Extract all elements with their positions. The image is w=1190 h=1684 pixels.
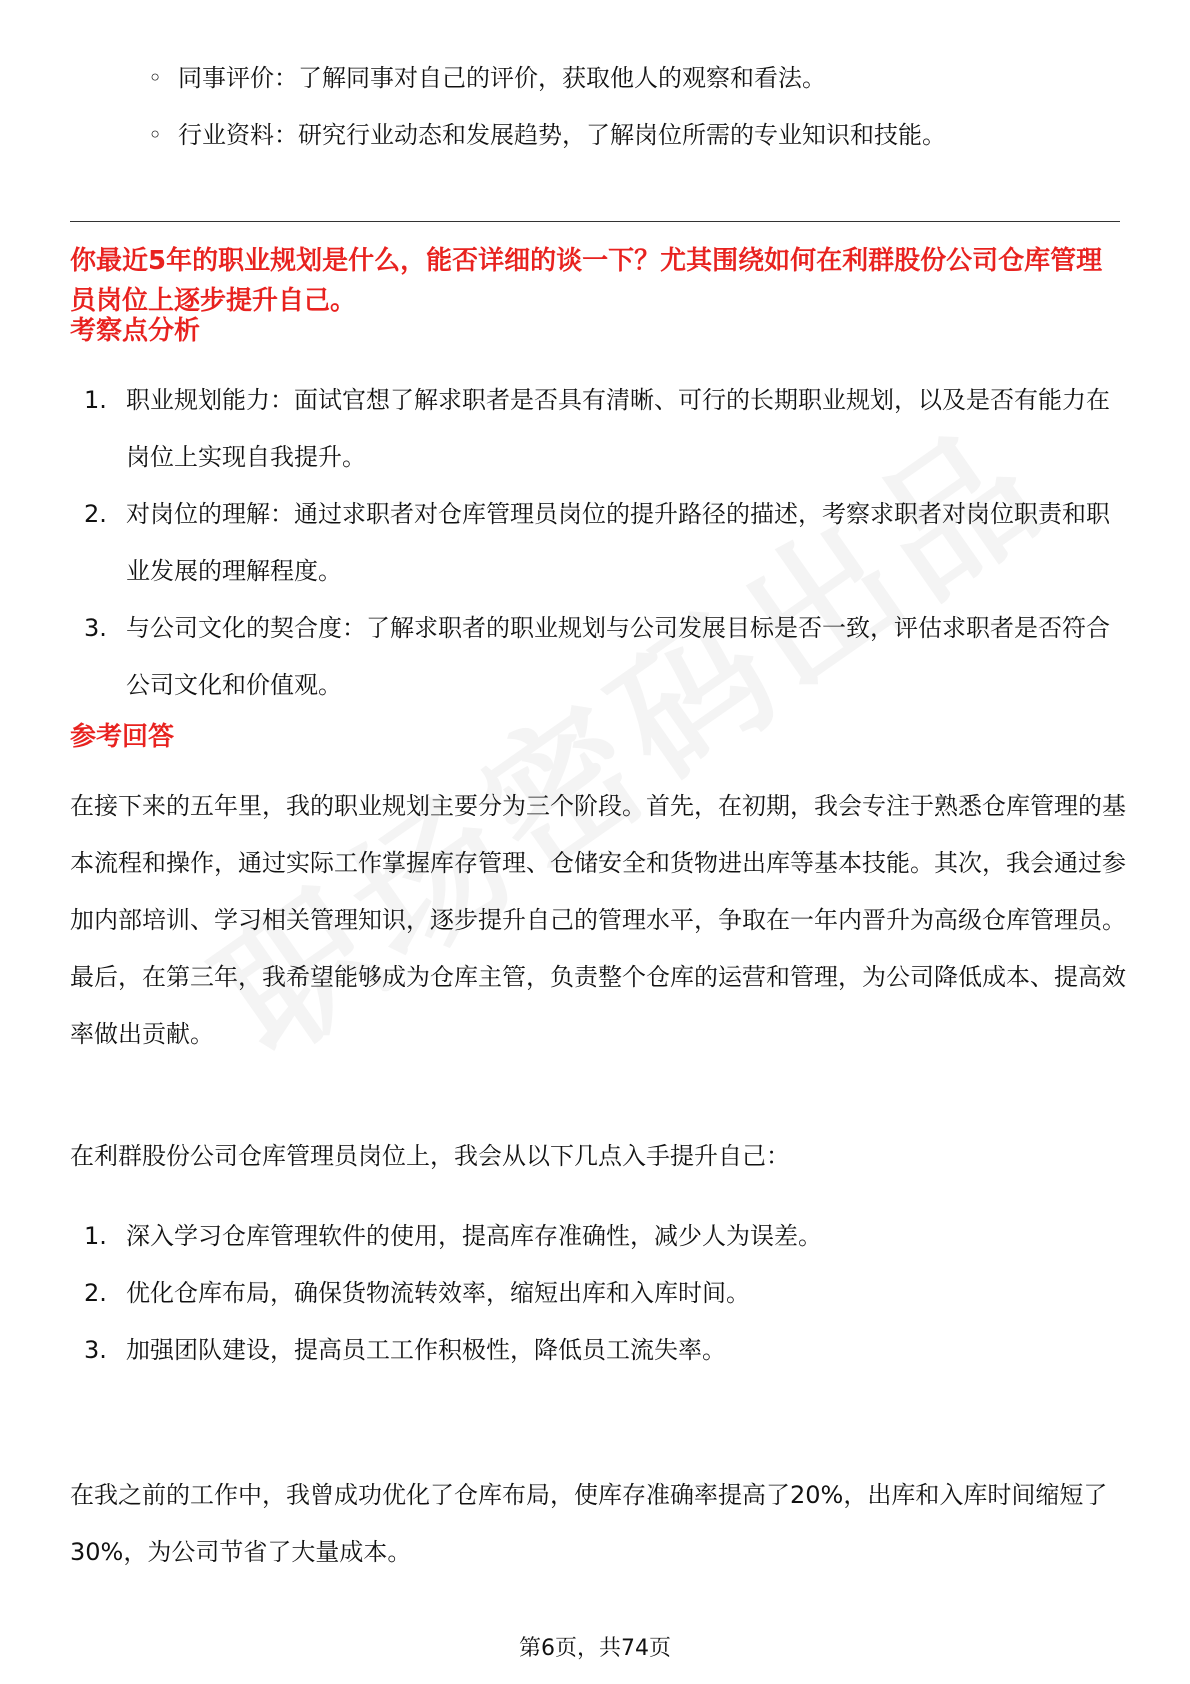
bullet-item: ◦ 同事评价：了解同事对自己的评价，获取他人的观察和看法。 [148, 58, 1128, 98]
item-number: 1. [84, 386, 107, 414]
answer-item [70, 1322, 1130, 1379]
answer-paragraph: 在接下来的五年里，我的职业规划主要分为三个阶段。首先，在初期，我会专注于熟悉仓库管理的基本流程和操作，通过实际工作掌握库存管理、仓储安全和货物进出库等基本技能。其次，我会通过参加内部培训、学习相关管理知识，逐步提升自己的管理水平，争取在一年内晋升为高级仓库管理员。最后，在第三年，我希望能够成为仓库主管，负责整个仓库的运营和管理，为公司降低成本、提高效率做出贡献。 [70, 792, 1126, 1048]
item-text: 职业规划能力：面试官想了解求职者是否具有清晰、可行的长期职业规划，以及是否有能力在岗位上实现自我提升。 [126, 386, 1110, 471]
analysis-item [70, 486, 1130, 600]
item-number: 2. [84, 500, 107, 528]
analysis-list [70, 372, 1130, 714]
item-text: 深入学习仓库管理软件的使用，提高库存准确性，减少人为误差。 [126, 1222, 822, 1250]
answer-paragraph: 在我之前的工作中，我曾成功优化了仓库布局，使库存准确率提高了20%，出库和入库时间缩短了30%，为公司节省了大量成本。 [70, 1481, 1108, 1566]
item-text: 加强团队建设，提高员工工作积极性，降低员工流失率。 [126, 1336, 726, 1364]
bullet-item: ◦ 行业资料：研究行业动态和发展趋势，了解岗位所需的专业知识和技能。 [148, 115, 1128, 155]
analysis-item [70, 372, 1130, 486]
item-text: 优化仓库布局，确保货物流转效率，缩短出库和入库时间。 [126, 1279, 750, 1307]
section-divider [70, 221, 1120, 222]
question-heading: 你最近5年的职业规划是什么，能否详细的谈一下？尤其围绕如何在利群股份公司仓库管理员岗位上逐步提升自己。 [70, 246, 1103, 316]
item-text: 与公司文化的契合度：了解求职者的职业规划与公司发展目标是否一致，评估求职者是否符合公司文化和价值观。 [126, 614, 1110, 699]
bullet-list [148, 58, 1128, 172]
item-number: 1. [84, 1222, 107, 1250]
item-number: 3. [84, 1336, 107, 1364]
analysis-item [70, 600, 1130, 714]
item-text: 对岗位的理解：通过求职者对仓库管理员岗位的提升路径的描述，考察求职者对岗位职责和职业发展的理解程度。 [126, 500, 1110, 585]
analysis-heading: 考察点分析 [70, 316, 201, 346]
item-number: 2. [84, 1279, 107, 1307]
page-footer: 第6页，共74页 [519, 1636, 671, 1661]
answer-item [70, 1208, 1130, 1265]
answer-list [70, 1208, 1130, 1379]
answer-heading: 参考回答 [70, 722, 175, 752]
answer-item [70, 1265, 1130, 1322]
answer-paragraph: 在利群股份公司仓库管理员岗位上，我会从以下几点入手提升自己： [70, 1142, 790, 1170]
item-number: 3. [84, 614, 107, 642]
